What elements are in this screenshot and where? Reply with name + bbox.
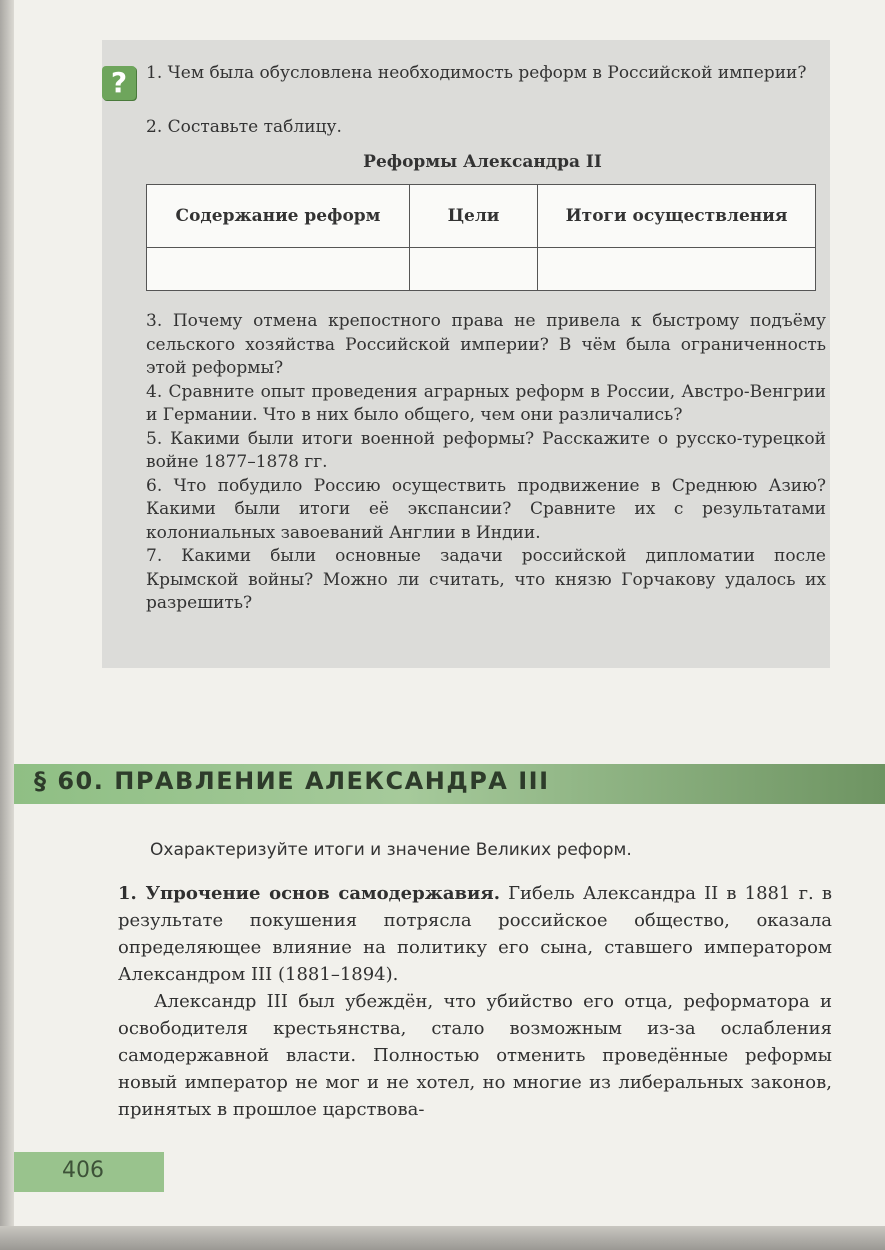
section-intro: Охарактеризуйте итоги и значение Великих реформ.: [150, 840, 632, 860]
question-3: 3. Почему отмена крепостного права не привела к быстрому подъёму сельского хозяйства Российской империи? В чём была ограниченность этой реформы?: [146, 311, 826, 378]
table-cell-empty: [147, 248, 410, 291]
paragraph-1-heading: 1. Упрочение основ самодержавия.: [118, 883, 500, 904]
table-header-content: Содержание реформ: [147, 185, 410, 248]
table-title: Реформы Александра II: [363, 152, 602, 172]
question-6: 6. Что побудило Россию осуществить продвижение в Среднюю Азию? Какими были итоги её экспансии? Сравните их с результатами колониальных завоеваний Англии в Индии.: [146, 475, 826, 543]
question-1: 1. Чем была обусловлена необходимость реформ в Российской империи?: [146, 63, 807, 83]
question-2: 2. Составьте таблицу.: [146, 117, 342, 137]
question-5: 5. Какими были итоги военной реформы? Расскажите о русско-турецкой войне 1877–1878 гг.: [146, 428, 826, 472]
section-title: § 60. ПРАВЛЕНИЕ АЛЕКСАНДРА III: [34, 767, 550, 795]
table-header-goals: Цели: [410, 185, 538, 248]
page-number: 406: [62, 1158, 104, 1183]
paragraph-1-text: Гибель Александра II в 1881 г. в результате покушения потрясла российское общество, оказала определяющее влияние на политику его сына, ставшего императором Александром III (1881–1894).: [118, 883, 832, 985]
questions-rest: [146, 310, 826, 616]
table-row: [147, 248, 816, 291]
question-7: 7. Какими были основные задачи российской дипломатии после Крымской войны? Можно ли считать, что князю Горчакову удалось их разрешить?: [146, 546, 826, 613]
question-4: 4. Сравните опыт проведения аграрных реформ в России, Австро-Венгрии и Германии. Что в них было общего, чем они различались?: [146, 381, 826, 425]
table-header-results: Итоги осуществления: [538, 185, 816, 248]
question-mark-icon: ?: [102, 66, 136, 100]
page-bottom-shadow: [0, 1226, 885, 1250]
table-header-row: [147, 185, 816, 248]
table-cell-empty: [538, 248, 816, 291]
section-body: [118, 880, 832, 1123]
page-edge-shadow: [0, 0, 14, 1226]
paragraph-2: Александр III был убеждён, что убийство его отца, реформатора и освободителя крестьянства, стало возможным из-за ослабления самодержавной власти. Полностью отменить проведённые реформы новый император не мог и не хотел, но многие из либеральных законов, принятых в прошлое царствова-: [118, 991, 832, 1120]
paragraph-1: [118, 880, 832, 988]
table-cell-empty: [410, 248, 538, 291]
reforms-table: [146, 184, 816, 291]
